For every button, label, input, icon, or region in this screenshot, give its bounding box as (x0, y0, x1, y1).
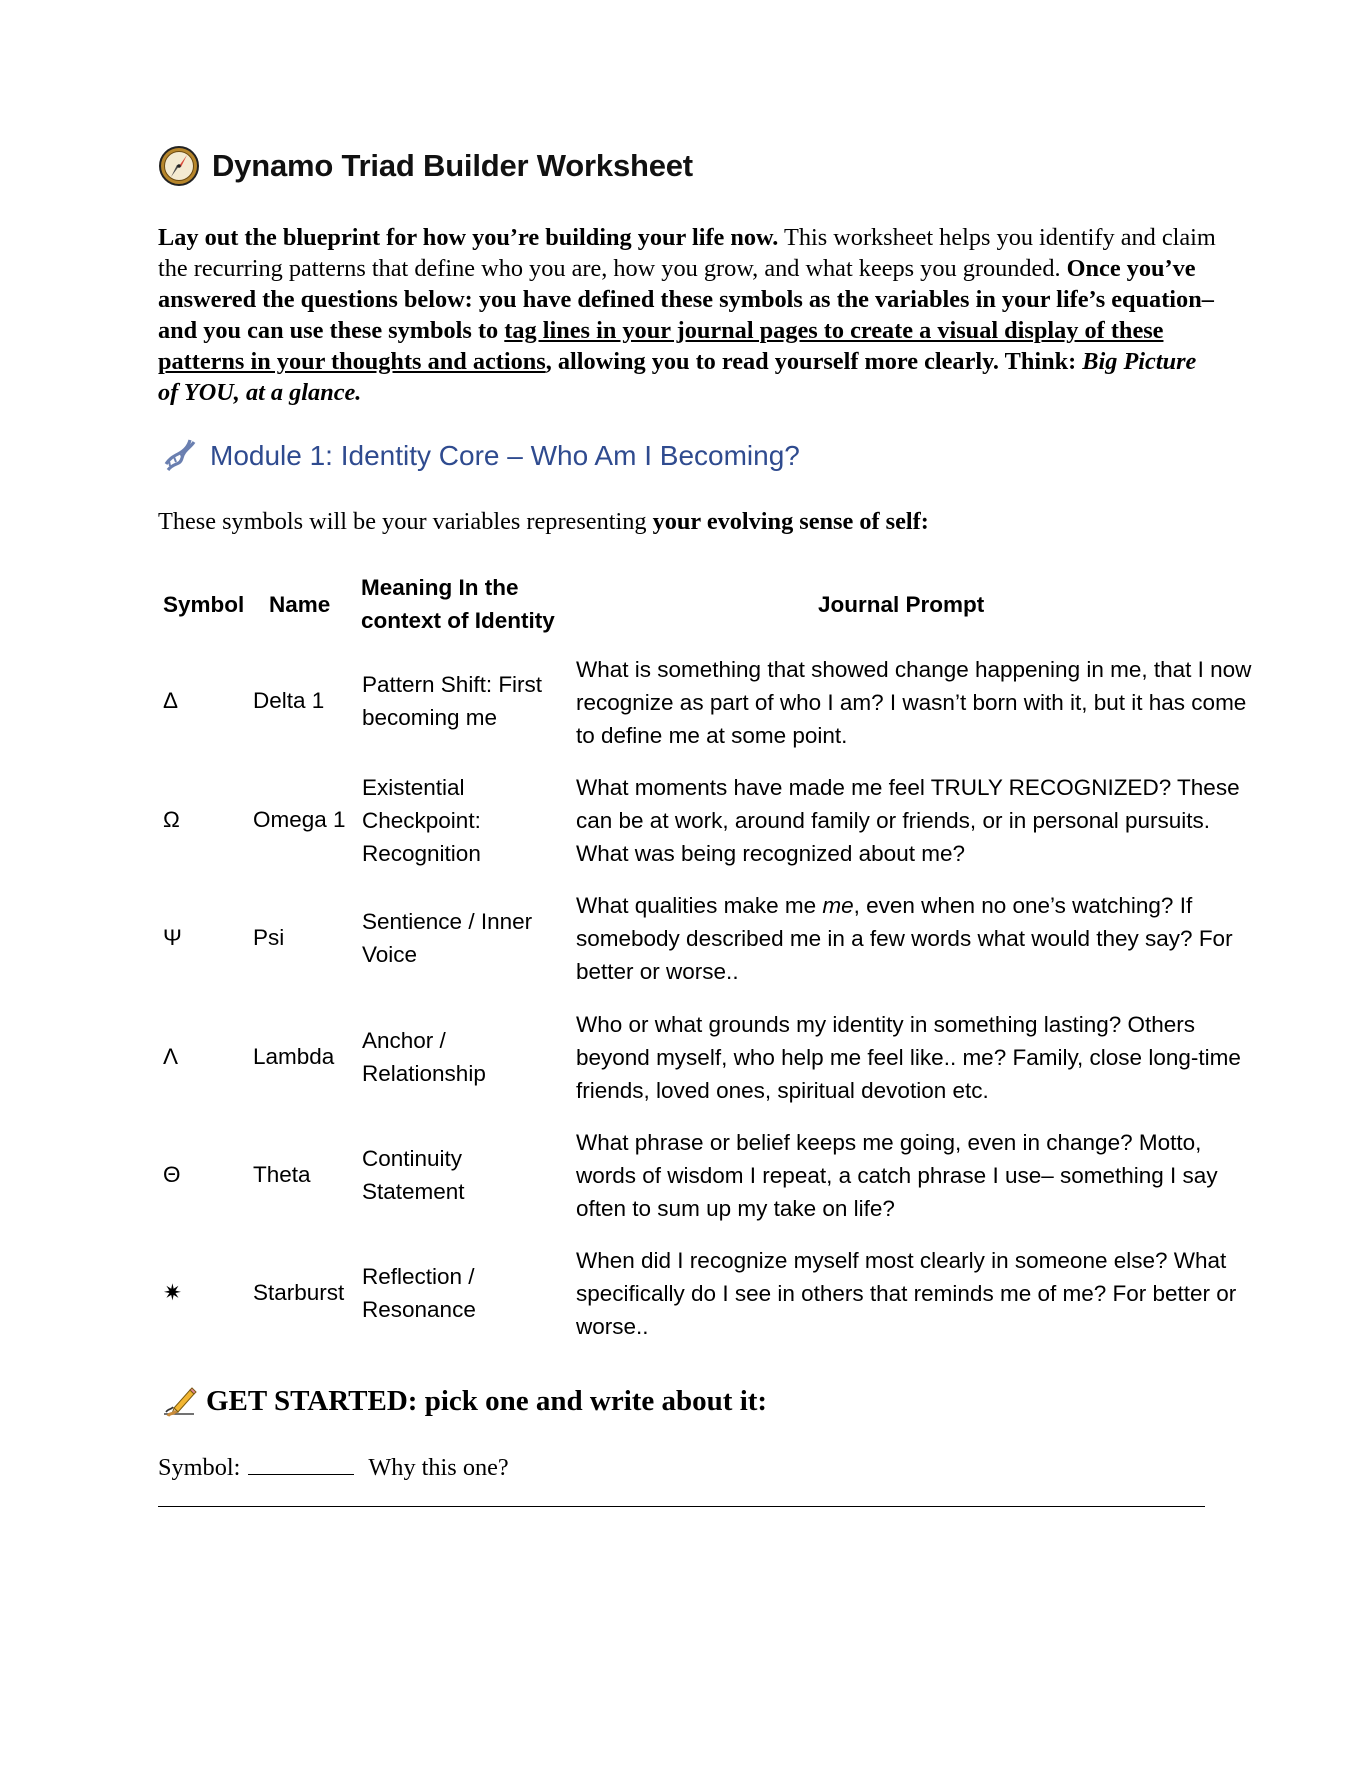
answer-line-field[interactable] (158, 1506, 1205, 1507)
row-meaning: Sentience / Inner Voice (362, 909, 533, 967)
row-prompt-part: , even when no one’s watching? If somebody described me in a few words what would they say? For better or worse.. (576, 893, 1233, 984)
intro-body: This worksheet helps you identify and claim the recurring patterns that define who you are, how you grow, and what keeps you grounded. (158, 224, 1216, 282)
module-heading-row (160, 436, 800, 476)
row-meaning: Continuity Statement (362, 1146, 465, 1204)
row-prompt: What is something that showed change happening in me, that I now recognize as part of who I am? I wasn’t born with it, but it has come to define me at some point. (576, 657, 1252, 748)
intro-bold-lead: Lay out the blueprint for how you’re building your life now. (158, 224, 779, 251)
header-meaning: Meaning In the context of Identity (361, 575, 555, 633)
intro-bold-mid: Once you’ve answered the questions below: you have defined these symbols as the variables in your life’s equation– and you can use these symbols to (158, 255, 1214, 344)
row-symbol: Ψ (163, 925, 182, 950)
row-symbol: ✷ (163, 1280, 182, 1305)
row-symbol: Λ (163, 1044, 179, 1069)
header-name: Name (269, 592, 331, 617)
row-symbol: Δ (163, 688, 179, 713)
row-prompt-emphasis: me (822, 893, 854, 918)
answer-row (158, 1450, 509, 1482)
module-title: Module 1: Identity Core – Who Am I Becoming? (210, 440, 800, 471)
module-lead (158, 508, 929, 536)
header-prompt: Journal Prompt (818, 592, 985, 617)
symbol-blank-field[interactable] (248, 1450, 354, 1475)
intro-italic-end: Big Picture of YOU, at a glance. (158, 348, 1197, 406)
row-name: Theta (253, 1162, 311, 1187)
intro-paragraph (158, 222, 1218, 408)
row-symbol: Ω (163, 807, 180, 832)
row-name: Delta 1 (253, 688, 325, 713)
row-prompt: Who or what grounds my identity in something lasting? Others beyond myself, who help me feel like.. me? Family, close long-time friends, loved ones, spiritual devotion etc. (576, 1012, 1241, 1103)
row-prompt: What moments have made me feel TRULY RECOGNIZED? These can be at work, around family or friends, or in personal pursuits. What was being recognized about me? (576, 775, 1240, 866)
row-meaning: Anchor / Relationship (362, 1028, 486, 1086)
title-row (158, 145, 693, 187)
row-prompt: When did I recognize myself most clearly in someone else? What specifically do I see in others that reminds me of me? For better or worse.. (576, 1248, 1237, 1339)
row-symbol: Θ (163, 1162, 181, 1187)
module-lead-text: These symbols will be your variables representing (158, 508, 653, 535)
row-name: Starburst (253, 1280, 345, 1305)
row-prompt-part: What qualities make me (576, 893, 823, 918)
get-started-heading-row (160, 1382, 767, 1420)
row-meaning: Pattern Shift: First becoming me (362, 672, 543, 730)
why-label: Why this one? (368, 1454, 509, 1481)
intro-bold-tail: , allowing you to read yourself more clearly. Think: (545, 348, 1083, 375)
row-prompt: What phrase or belief keeps me going, even in change? Motto, words of wisdom I repeat, a catch phrase I use– something I say often to sum up my take on life? (576, 1130, 1218, 1221)
intro-underlined: tag lines in your journal pages to create a visual display of these patterns in your thoughts and actions (158, 317, 1164, 375)
row-name: Omega 1 (253, 807, 346, 832)
row-name: Psi (253, 925, 285, 950)
pencil-writing-icon (160, 1382, 198, 1420)
module-lead-bold: your evolving sense of self: (652, 508, 929, 535)
dna-icon (160, 436, 200, 476)
header-symbol: Symbol (163, 592, 245, 617)
get-started-title: GET STARTED: pick one and write about it: (206, 1384, 768, 1417)
symbol-label: Symbol: (158, 1454, 241, 1481)
row-meaning: Reflection / Resonance (362, 1264, 476, 1322)
row-meaning: Existential Checkpoint: Recognition (362, 775, 481, 866)
row-prompt (576, 889, 1256, 988)
page-title: Dynamo Triad Builder Worksheet (212, 148, 693, 183)
compass-icon (158, 145, 200, 187)
row-name: Lambda (253, 1044, 335, 1069)
